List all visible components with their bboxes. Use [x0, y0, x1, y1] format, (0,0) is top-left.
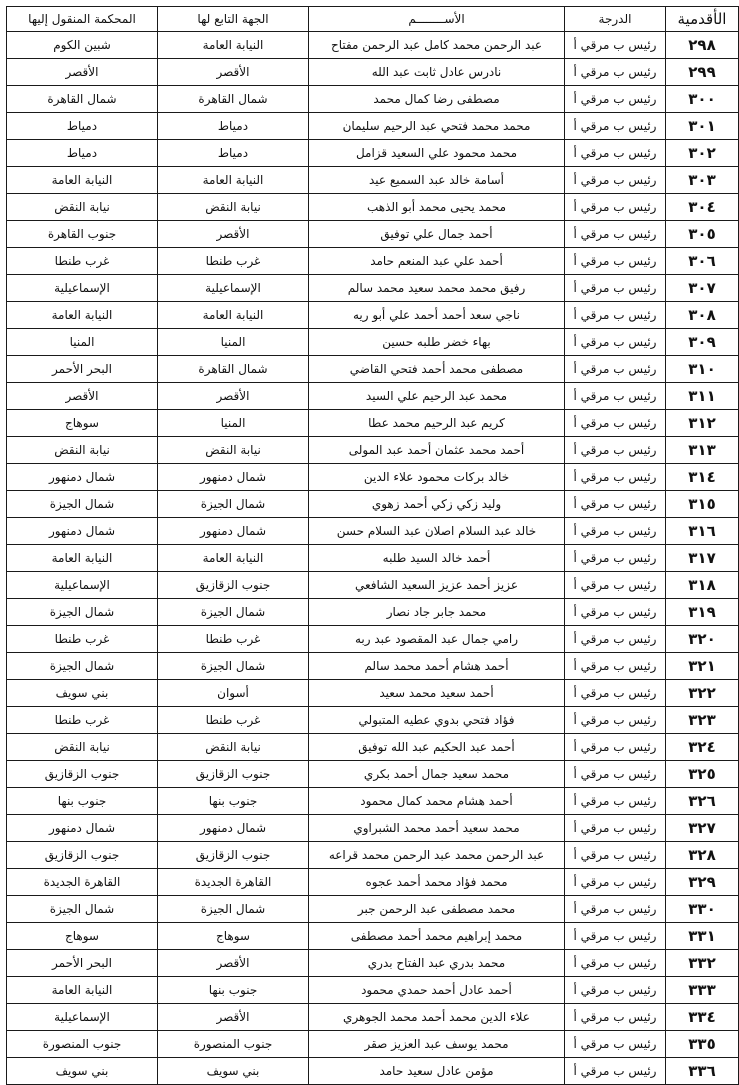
grade-cell: رئيس ب مرقي أ — [565, 788, 666, 815]
table-header — [7, 7, 739, 32]
grade-cell: رئيس ب مرقي أ — [565, 113, 666, 140]
department-cell: الأقصر — [158, 383, 309, 410]
department-cell: شمال دمنهور — [158, 518, 309, 545]
grade-cell: رئيس ب مرقي أ — [565, 383, 666, 410]
table-row — [7, 923, 739, 950]
court-cell: البحر الأحمر — [7, 950, 158, 977]
court-cell: نيابة النقض — [7, 437, 158, 464]
header-row — [7, 7, 739, 32]
name-cell: عبد الرحمن محمد كامل عبد الرحمن مفتاح — [309, 32, 565, 59]
court-cell: النيابة العامة — [7, 167, 158, 194]
name-cell: عبد الرحمن محمد عبد الرحمن محمد قراعه — [309, 842, 565, 869]
table-row — [7, 734, 739, 761]
seniority-cell: ٣٠٩ — [666, 329, 739, 356]
table-row — [7, 653, 739, 680]
court-cell: دمياط — [7, 140, 158, 167]
court-cell: شبين الكوم — [7, 32, 158, 59]
department-cell: شمال القاهرة — [158, 356, 309, 383]
court-cell: القاهرة الجديدة — [7, 869, 158, 896]
name-cell: وليد زكي زكي أحمد زهوي — [309, 491, 565, 518]
table-row — [7, 761, 739, 788]
court-cell: شمال الجيزة — [7, 653, 158, 680]
grade-cell: رئيس ب مرقي أ — [565, 923, 666, 950]
court-cell: بني سويف — [7, 680, 158, 707]
table-row — [7, 59, 739, 86]
grade-cell: رئيس ب مرقي أ — [565, 1004, 666, 1031]
grade-cell: رئيس ب مرقي أ — [565, 869, 666, 896]
court-cell: النيابة العامة — [7, 977, 158, 1004]
department-cell: شمال الجيزة — [158, 491, 309, 518]
grade-cell: رئيس ب مرقي أ — [565, 1058, 666, 1085]
name-cell: نادرس عادل ثابت عبد الله — [309, 59, 565, 86]
seniority-cell: ٣٠٠ — [666, 86, 739, 113]
seniority-cell: ٣٣٢ — [666, 950, 739, 977]
table-row — [7, 113, 739, 140]
seniority-cell: ٣٠١ — [666, 113, 739, 140]
seniority-cell: ٣٠٣ — [666, 167, 739, 194]
department-cell: شمال الجيزة — [158, 599, 309, 626]
grade-cell: رئيس ب مرقي أ — [565, 545, 666, 572]
table-row — [7, 32, 739, 59]
seniority-cell: ٢٩٩ — [666, 59, 739, 86]
court-cell: سوهاج — [7, 410, 158, 437]
court-cell: الإسماعيلية — [7, 275, 158, 302]
table-row — [7, 869, 739, 896]
transfer-table — [6, 6, 739, 1085]
department-cell: الأقصر — [158, 950, 309, 977]
grade-cell: رئيس ب مرقي أ — [565, 842, 666, 869]
department-cell: شمال الجيزة — [158, 896, 309, 923]
grade-cell: رئيس ب مرقي أ — [565, 761, 666, 788]
court-cell: شمال القاهرة — [7, 86, 158, 113]
grade-cell: رئيس ب مرقي أ — [565, 32, 666, 59]
name-cell: محمد مصطفى عبد الرحمن جبر — [309, 896, 565, 923]
seniority-cell: ٣٢٤ — [666, 734, 739, 761]
seniority-cell: ٣٠٢ — [666, 140, 739, 167]
court-cell: غرب طنطا — [7, 707, 158, 734]
court-cell: بني سويف — [7, 1058, 158, 1085]
department-cell: بني سويف — [158, 1058, 309, 1085]
grade-cell: رئيس ب مرقي أ — [565, 140, 666, 167]
grade-cell: رئيس ب مرقي أ — [565, 950, 666, 977]
department-cell: شمال دمنهور — [158, 815, 309, 842]
grade-cell: رئيس ب مرقي أ — [565, 815, 666, 842]
grade-cell: رئيس ب مرقي أ — [565, 653, 666, 680]
grade-cell: رئيس ب مرقي أ — [565, 464, 666, 491]
grade-cell: رئيس ب مرقي أ — [565, 896, 666, 923]
table-row — [7, 383, 739, 410]
seniority-cell: ٣١٠ — [666, 356, 739, 383]
department-cell: نيابة النقض — [158, 194, 309, 221]
name-cell: أحمد هشام أحمد محمد سالم — [309, 653, 565, 680]
grade-cell: رئيس ب مرقي أ — [565, 410, 666, 437]
table-row — [7, 329, 739, 356]
department-cell: شمال الجيزة — [158, 653, 309, 680]
court-cell: نيابة النقض — [7, 734, 158, 761]
name-cell: محمد سعيد أحمد محمد الشبراوي — [309, 815, 565, 842]
seniority-cell: ٣١٤ — [666, 464, 739, 491]
seniority-cell: ٣٣٠ — [666, 896, 739, 923]
seniority-cell: ٣٢٨ — [666, 842, 739, 869]
name-cell: أحمد جمال علي توفيق — [309, 221, 565, 248]
department-cell: المنيا — [158, 410, 309, 437]
department-cell: أسوان — [158, 680, 309, 707]
table-row — [7, 545, 739, 572]
department-cell: النيابة العامة — [158, 167, 309, 194]
court-cell: شمال الجيزة — [7, 491, 158, 518]
table-row — [7, 896, 739, 923]
court-cell: جنوب الزقازيق — [7, 842, 158, 869]
seniority-cell: ٣٢٦ — [666, 788, 739, 815]
seniority-cell: ٣١٨ — [666, 572, 739, 599]
table-row — [7, 221, 739, 248]
department-cell: غرب طنطا — [158, 626, 309, 653]
seniority-cell: ٣٣٣ — [666, 977, 739, 1004]
name-cell: علاء الدين محمد أحمد محمد الجوهري — [309, 1004, 565, 1031]
table-row — [7, 680, 739, 707]
department-cell: دمياط — [158, 140, 309, 167]
name-cell: محمد يحيى محمد أبو الذهب — [309, 194, 565, 221]
grade-cell: رئيس ب مرقي أ — [565, 734, 666, 761]
court-cell: شمال الجيزة — [7, 896, 158, 923]
table-row — [7, 518, 739, 545]
grade-cell: رئيس ب مرقي أ — [565, 167, 666, 194]
seniority-cell: ٣٢٣ — [666, 707, 739, 734]
table-row — [7, 977, 739, 1004]
court-cell: دمياط — [7, 113, 158, 140]
table-row — [7, 140, 739, 167]
grade-cell: رئيس ب مرقي أ — [565, 1031, 666, 1058]
seniority-cell: ٣٢٧ — [666, 815, 739, 842]
department-cell: النيابة العامة — [158, 545, 309, 572]
table-body — [7, 32, 739, 1085]
court-cell: الأقصر — [7, 59, 158, 86]
name-cell: محمد فؤاد محمد أحمد عجوه — [309, 869, 565, 896]
court-cell: غرب طنطا — [7, 248, 158, 275]
table-row — [7, 599, 739, 626]
seniority-cell: ٣١٣ — [666, 437, 739, 464]
grade-cell: رئيس ب مرقي أ — [565, 275, 666, 302]
seniority-cell: ٣٠٤ — [666, 194, 739, 221]
seniority-cell: ٣٣٥ — [666, 1031, 739, 1058]
table-row — [7, 950, 739, 977]
court-cell: شمال الجيزة — [7, 599, 158, 626]
table-row — [7, 464, 739, 491]
department-cell: الأقصر — [158, 221, 309, 248]
grade-cell: رئيس ب مرقي أ — [565, 626, 666, 653]
seniority-cell: ٣٠٨ — [666, 302, 739, 329]
seniority-cell: ٣١٥ — [666, 491, 739, 518]
court-cell: جنوب القاهرة — [7, 221, 158, 248]
name-cell: ناجي سعد أحمد أحمد علي أبو ريه — [309, 302, 565, 329]
court-cell: غرب طنطا — [7, 626, 158, 653]
department-cell: جنوب الزقازيق — [158, 842, 309, 869]
court-cell: النيابة العامة — [7, 302, 158, 329]
name-cell: محمد عبد الرحيم علي السيد — [309, 383, 565, 410]
seniority-cell: ٣٠٦ — [666, 248, 739, 275]
department-cell: سوهاج — [158, 923, 309, 950]
court-cell: شمال دمنهور — [7, 518, 158, 545]
grade-cell: رئيس ب مرقي أ — [565, 680, 666, 707]
court-cell: شمال دمنهور — [7, 464, 158, 491]
department-cell: نيابة النقض — [158, 734, 309, 761]
table-row — [7, 275, 739, 302]
grade-cell: رئيس ب مرقي أ — [565, 707, 666, 734]
seniority-cell: ٣٢٢ — [666, 680, 739, 707]
seniority-cell: ٣١٢ — [666, 410, 739, 437]
grade-cell: رئيس ب مرقي أ — [565, 491, 666, 518]
seniority-cell: ٣٢٠ — [666, 626, 739, 653]
seniority-cell: ٣٣١ — [666, 923, 739, 950]
name-cell: رفيق محمد محمد سعيد محمد سالم — [309, 275, 565, 302]
header-grade: الدرجة — [565, 7, 666, 32]
table-row — [7, 707, 739, 734]
grade-cell: رئيس ب مرقي أ — [565, 86, 666, 113]
name-cell: محمد سعيد جمال أحمد بكري — [309, 761, 565, 788]
seniority-cell: ٣١٩ — [666, 599, 739, 626]
name-cell: أحمد عبد الحكيم عبد الله توفيق — [309, 734, 565, 761]
name-cell: عزيز أحمد عزيز السعيد الشافعي — [309, 572, 565, 599]
table-row — [7, 626, 739, 653]
name-cell: أسامة خالد عبد السميع عيد — [309, 167, 565, 194]
table-row — [7, 842, 739, 869]
court-cell: المنيا — [7, 329, 158, 356]
header-court: المحكمة المنقول إليها — [7, 7, 158, 32]
seniority-cell: ٣٢١ — [666, 653, 739, 680]
name-cell: أحمد هشام محمد كمال محمود — [309, 788, 565, 815]
department-cell: غرب طنطا — [158, 248, 309, 275]
court-cell: البحر الأحمر — [7, 356, 158, 383]
department-cell: جنوب بنها — [158, 977, 309, 1004]
name-cell: أحمد خالد السيد طلبه — [309, 545, 565, 572]
court-cell: جنوب الزقازيق — [7, 761, 158, 788]
department-cell: غرب طنطا — [158, 707, 309, 734]
department-cell: الأقصر — [158, 59, 309, 86]
name-cell: مصطفى رضا كمال محمد — [309, 86, 565, 113]
grade-cell: رئيس ب مرقي أ — [565, 194, 666, 221]
table-row — [7, 356, 739, 383]
table-row — [7, 437, 739, 464]
grade-cell: رئيس ب مرقي أ — [565, 248, 666, 275]
court-cell: الإسماعيلية — [7, 1004, 158, 1031]
table-row — [7, 167, 739, 194]
court-cell: نيابة النقض — [7, 194, 158, 221]
table-row — [7, 788, 739, 815]
seniority-cell: ٣١٦ — [666, 518, 739, 545]
grade-cell: رئيس ب مرقي أ — [565, 977, 666, 1004]
grade-cell: رئيس ب مرقي أ — [565, 59, 666, 86]
table-row — [7, 815, 739, 842]
name-cell: مصطفى محمد أحمد فتحي القاضي — [309, 356, 565, 383]
department-cell: النيابة العامة — [158, 302, 309, 329]
department-cell: جنوب بنها — [158, 788, 309, 815]
department-cell: الأقصر — [158, 1004, 309, 1031]
name-cell: أحمد سعيد محمد سعيد — [309, 680, 565, 707]
name-cell: محمد محمود علي السعيد قزامل — [309, 140, 565, 167]
department-cell: دمياط — [158, 113, 309, 140]
seniority-cell: ٣٢٥ — [666, 761, 739, 788]
name-cell: بهاء خضر طلبه حسين — [309, 329, 565, 356]
table-row — [7, 410, 739, 437]
name-cell: محمد بدري عبد الفتاح بدري — [309, 950, 565, 977]
seniority-cell: ٣٣٦ — [666, 1058, 739, 1085]
table-row — [7, 86, 739, 113]
department-cell: نيابة النقض — [158, 437, 309, 464]
name-cell: أحمد علي عبد المنعم حامد — [309, 248, 565, 275]
name-cell: محمد جابر جاد نصار — [309, 599, 565, 626]
department-cell: شمال القاهرة — [158, 86, 309, 113]
table-row — [7, 1031, 739, 1058]
court-cell: الأقصر — [7, 383, 158, 410]
seniority-cell: ٣١٧ — [666, 545, 739, 572]
header-seniority: الأقدمية — [666, 7, 739, 32]
grade-cell: رئيس ب مرقي أ — [565, 437, 666, 464]
name-cell: أحمد محمد عثمان أحمد عبد المولى — [309, 437, 565, 464]
seniority-cell: ٢٩٨ — [666, 32, 739, 59]
department-cell: الإسماعيلية — [158, 275, 309, 302]
seniority-cell: ٣٠٥ — [666, 221, 739, 248]
seniority-cell: ٣٢٩ — [666, 869, 739, 896]
name-cell: مؤمن عادل سعيد حامد — [309, 1058, 565, 1085]
name-cell: محمد محمد فتحي عبد الرحيم سليمان — [309, 113, 565, 140]
grade-cell: رئيس ب مرقي أ — [565, 518, 666, 545]
table-row — [7, 194, 739, 221]
department-cell: النيابة العامة — [158, 32, 309, 59]
table-row — [7, 248, 739, 275]
department-cell: المنيا — [158, 329, 309, 356]
seniority-cell: ٣٣٤ — [666, 1004, 739, 1031]
grade-cell: رئيس ب مرقي أ — [565, 221, 666, 248]
name-cell: خالد بركات محمود علاء الدين — [309, 464, 565, 491]
name-cell: محمد إبراهيم محمد أحمد مصطفى — [309, 923, 565, 950]
grade-cell: رئيس ب مرقي أ — [565, 356, 666, 383]
name-cell: خالد عبد السلام اصلان عبد السلام حسن — [309, 518, 565, 545]
table-row — [7, 302, 739, 329]
grade-cell: رئيس ب مرقي أ — [565, 302, 666, 329]
department-cell: جنوب الزقازيق — [158, 572, 309, 599]
name-cell: كريم عبد الرحيم محمد عطا — [309, 410, 565, 437]
name-cell: محمد يوسف عبد العزيز صقر — [309, 1031, 565, 1058]
name-cell: فؤاد فتحي بدوي عطيه المتبولي — [309, 707, 565, 734]
table-row — [7, 491, 739, 518]
court-cell: سوهاج — [7, 923, 158, 950]
header-department: الجهة التابع لها — [158, 7, 309, 32]
grade-cell: رئيس ب مرقي أ — [565, 329, 666, 356]
court-cell: جنوب بنها — [7, 788, 158, 815]
department-cell: شمال دمنهور — [158, 464, 309, 491]
table-row — [7, 1004, 739, 1031]
seniority-cell: ٣١١ — [666, 383, 739, 410]
department-cell: جنوب المنصورة — [158, 1031, 309, 1058]
court-cell: شمال دمنهور — [7, 815, 158, 842]
table-row — [7, 1058, 739, 1085]
court-cell: النيابة العامة — [7, 545, 158, 572]
table-row — [7, 572, 739, 599]
court-cell: جنوب المنصورة — [7, 1031, 158, 1058]
name-cell: أحمد عادل أحمد حمدي محمود — [309, 977, 565, 1004]
grade-cell: رئيس ب مرقي أ — [565, 599, 666, 626]
department-cell: القاهرة الجديدة — [158, 869, 309, 896]
seniority-cell: ٣٠٧ — [666, 275, 739, 302]
name-cell: رامي جمال عبد المقصود عبد ربه — [309, 626, 565, 653]
grade-cell: رئيس ب مرقي أ — [565, 572, 666, 599]
court-cell: الإسماعيلية — [7, 572, 158, 599]
department-cell: جنوب الزقازيق — [158, 761, 309, 788]
header-name: الأســــــــم — [309, 7, 565, 32]
